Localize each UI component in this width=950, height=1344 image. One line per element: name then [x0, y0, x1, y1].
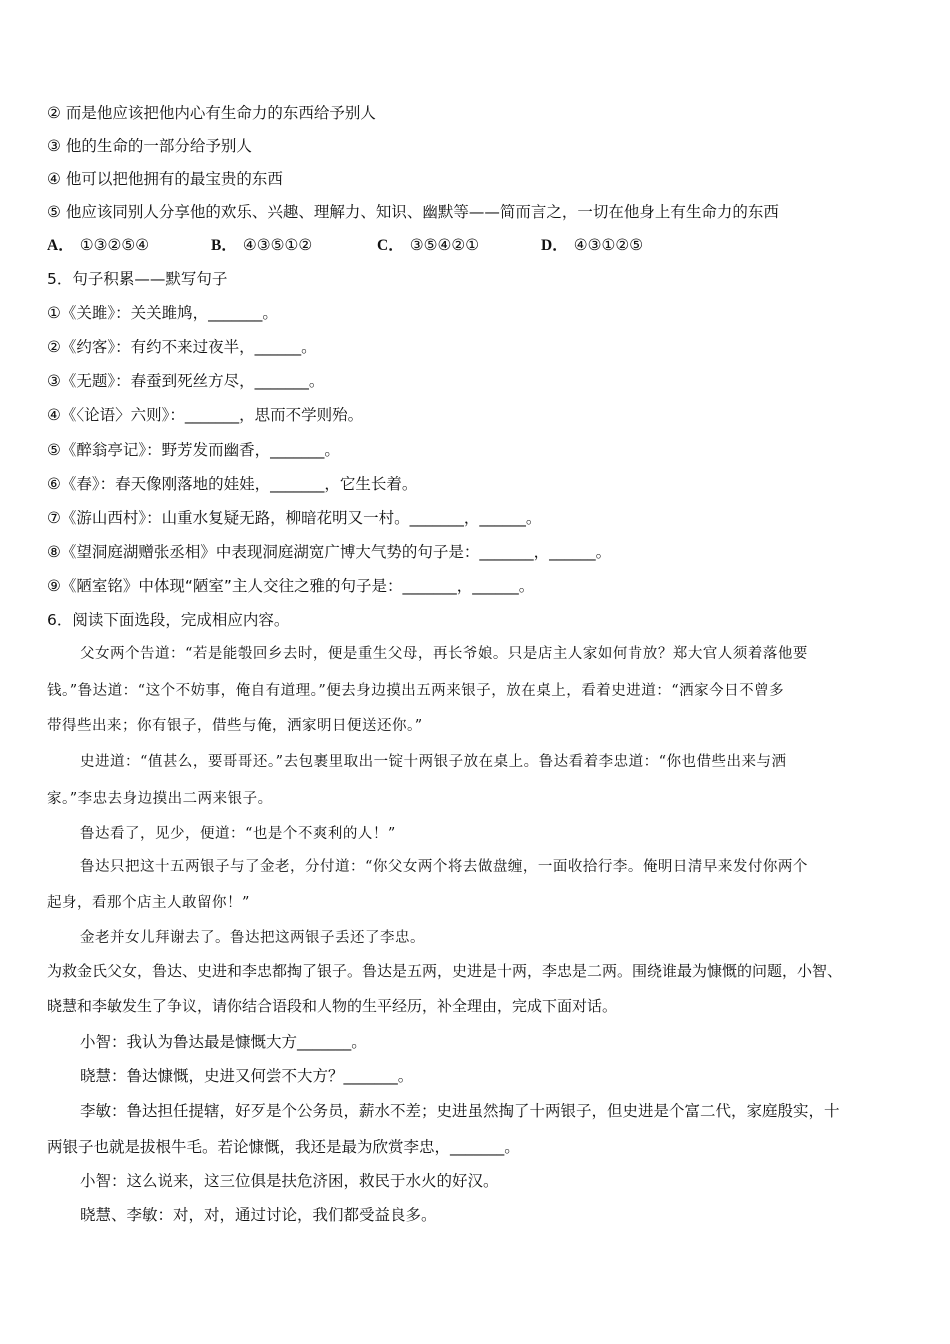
dialogue-line: 晓慧：鲁达慷慨，史进又何尝不大方？_______。	[80, 1067, 414, 1085]
q5-item-8: ⑧《望洞庭湖赠张丞相》中表现洞庭湖宽广博大气势的句子是：_______，______。	[47, 543, 612, 561]
q6-question-line: 为救金氏父女，鲁达、史进和李忠都掏了银子。鲁达是五两，史进是十两，李忠是二两。围绕谁最为慷慨的问题，小智、	[47, 962, 843, 980]
q4-item-3: ③ 他的生命的一部分给予别人	[47, 137, 252, 155]
q5-title: 5．句子积累——默写句子	[47, 270, 228, 288]
passage-line: 起身，看那个店主人敢留你！”	[47, 895, 250, 911]
q5-item-5: ⑤《醉翁亭记》：野芳发而幽香，_______。	[47, 441, 340, 459]
q5-item-3: ③《无题》：春蚕到死丝方尽，_______。	[47, 372, 325, 390]
passage-line: 鲁达看了，见少，便道：“也是个不爽利的人！”	[80, 826, 396, 842]
passage-line: 史进道：“值甚么，要哥哥还。”去包裹里取出一锭十两银子放在桌上。鲁达看着李忠道：“你也借些出来与洒	[80, 754, 787, 770]
q5-item-7: ⑦《游山西村》：山重水复疑无路，柳暗花明又一村。_______，______。	[47, 509, 542, 527]
q5-item-6: ⑥《春》：春天像刚落地的娃娃，_______，它生长着。	[47, 475, 418, 493]
dialogue-line: 小智：这么说来，这三位俱是扶危济困，救民于水火的好汉。	[80, 1172, 499, 1190]
passage-line: 金老并女儿拜谢去了。鲁达把这两银子丢还了李忠。	[80, 930, 425, 946]
option-d[interactable]: D． ④③①②⑤	[541, 236, 644, 254]
q5-item-4: ④《〈论语〉六则》：_______，思而不学则殆。	[47, 406, 364, 424]
q5-item-2: ②《约客》：有约不来过夜半，______。	[47, 338, 317, 356]
q4-item-4: ④ 他可以把他拥有的最宝贵的东西	[47, 170, 283, 188]
option-c[interactable]: C． ③⑤④②①	[377, 236, 480, 254]
q5-item-9: ⑨《陋室铭》中体现“陋室”主人交往之雅的句子是：_______，______。	[47, 577, 535, 595]
q6-title: 6．阅读下面选段，完成相应内容。	[47, 611, 290, 629]
option-a[interactable]: A． ①③②⑤④	[47, 236, 150, 254]
q4-item-2: ② 而是他应该把他内心有生命力的东西给予别人	[47, 104, 376, 122]
dialogue-line: 两银子也就是拔根牛毛。若论慷慨，我还是最为欣赏李忠，_______。	[47, 1138, 520, 1156]
passage-line: 父女两个告道：“若是能彀回乡去时，便是重生父母，再长爷娘。只是店主人家如何肯放？郑大官人须着落他要	[80, 646, 808, 662]
passage-line: 家。”李忠去身边摸出二两来银子。	[47, 791, 273, 807]
q4-options	[47, 235, 747, 255]
dialogue-line: 小智：我认为鲁达最是慷慨大方_______。	[80, 1033, 367, 1051]
dialogue-line: 李敏：鲁达担任提辖，好歹是个公务员，薪水不差；史进虽然掏了十两银子，但史进是个富二代，家庭殷实，十	[80, 1102, 840, 1120]
passage-line: 鲁达只把这十五两银子与了金老，分付道：“你父女两个将去做盘缠，一面收拾行李。俺明日清早来发付你两个	[80, 859, 808, 875]
q4-item-5: ⑤ 他应该同别人分享他的欢乐、兴趣、理解力、知识、幽默等——简而言之，一切在他身上有生命力的东西	[47, 203, 779, 221]
q5-item-1: ①《关雎》：关关雎鸠，_______。	[47, 304, 278, 322]
dialogue-line: 晓慧、李敏：对，对，通过讨论，我们都受益良多。	[80, 1206, 437, 1224]
passage-line: 带得些出来；你有银子，借些与俺，洒家明日便送还你。”	[47, 718, 423, 734]
option-b[interactable]: B． ④③⑤①②	[211, 236, 313, 254]
passage-line: 钱。”鲁达道：“这个不妨事，俺自有道理。”便去身边摸出五两来银子，放在桌上，看着史进道：“洒家今日不曾多	[47, 683, 785, 699]
q6-question-line: 晓慧和李敏发生了争议，请你结合语段和人物的生平经历，补全理由，完成下面对话。	[47, 997, 618, 1015]
